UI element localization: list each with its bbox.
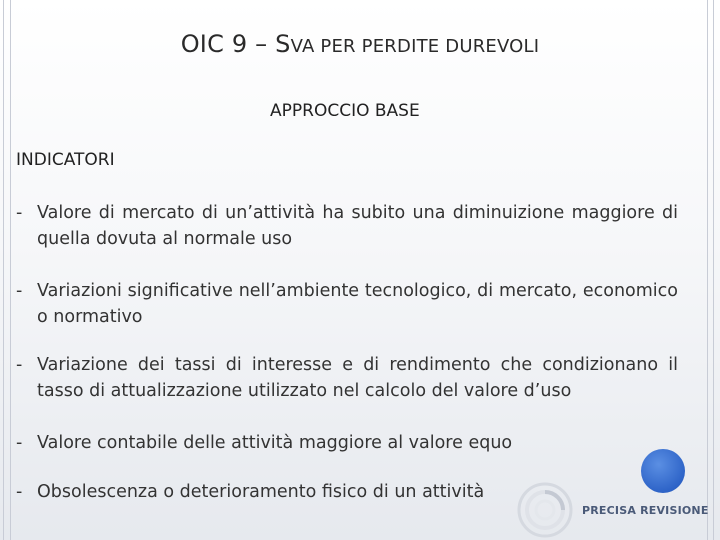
swirl-logo-icon [515,480,575,540]
list-item-text: Variazione dei tassi di interesse e di rendimento che condizionano il tasso di attualizzazione utilizzato nel calcolo del valore d’uso [37,355,678,401]
list-item [16,278,678,330]
section-label: INDICATORI [16,150,115,170]
slide-title-small-caps: VA PER PERDITE DUREVOLI [290,36,540,57]
bullet-dash: - [16,281,23,301]
slide-title-main: OIC 9 – S [180,30,291,58]
slide-title [0,30,720,58]
right-decorative-border [707,0,714,540]
left-decorative-border [3,0,11,540]
list-item-text: Variazioni significative nell’ambiente tecnologico, di mercato, economico o normativo [37,281,678,327]
bullet-dash: - [16,433,23,453]
brand-logo-text: PRECISA REVISIONE [582,504,709,517]
list-item-text: Obsolescenza o deterioramento fisico di un attività [37,482,485,502]
bullet-dash: - [16,355,23,375]
list-item [16,200,678,252]
blue-circle-logo-icon [641,449,685,493]
list-item-text: Valore contabile delle attività maggiore al valore equo [37,433,513,453]
list-item [16,352,678,404]
bullet-dash: - [16,203,23,223]
slide-subtitle: APPROCCIO BASE [270,101,420,121]
list-item-text: Valore di mercato di un’attività ha subito una diminuizione maggiore di quella dovuta al normale uso [37,203,678,249]
list-item [16,430,678,456]
list-item [16,479,678,505]
bullet-dash: - [16,482,23,502]
